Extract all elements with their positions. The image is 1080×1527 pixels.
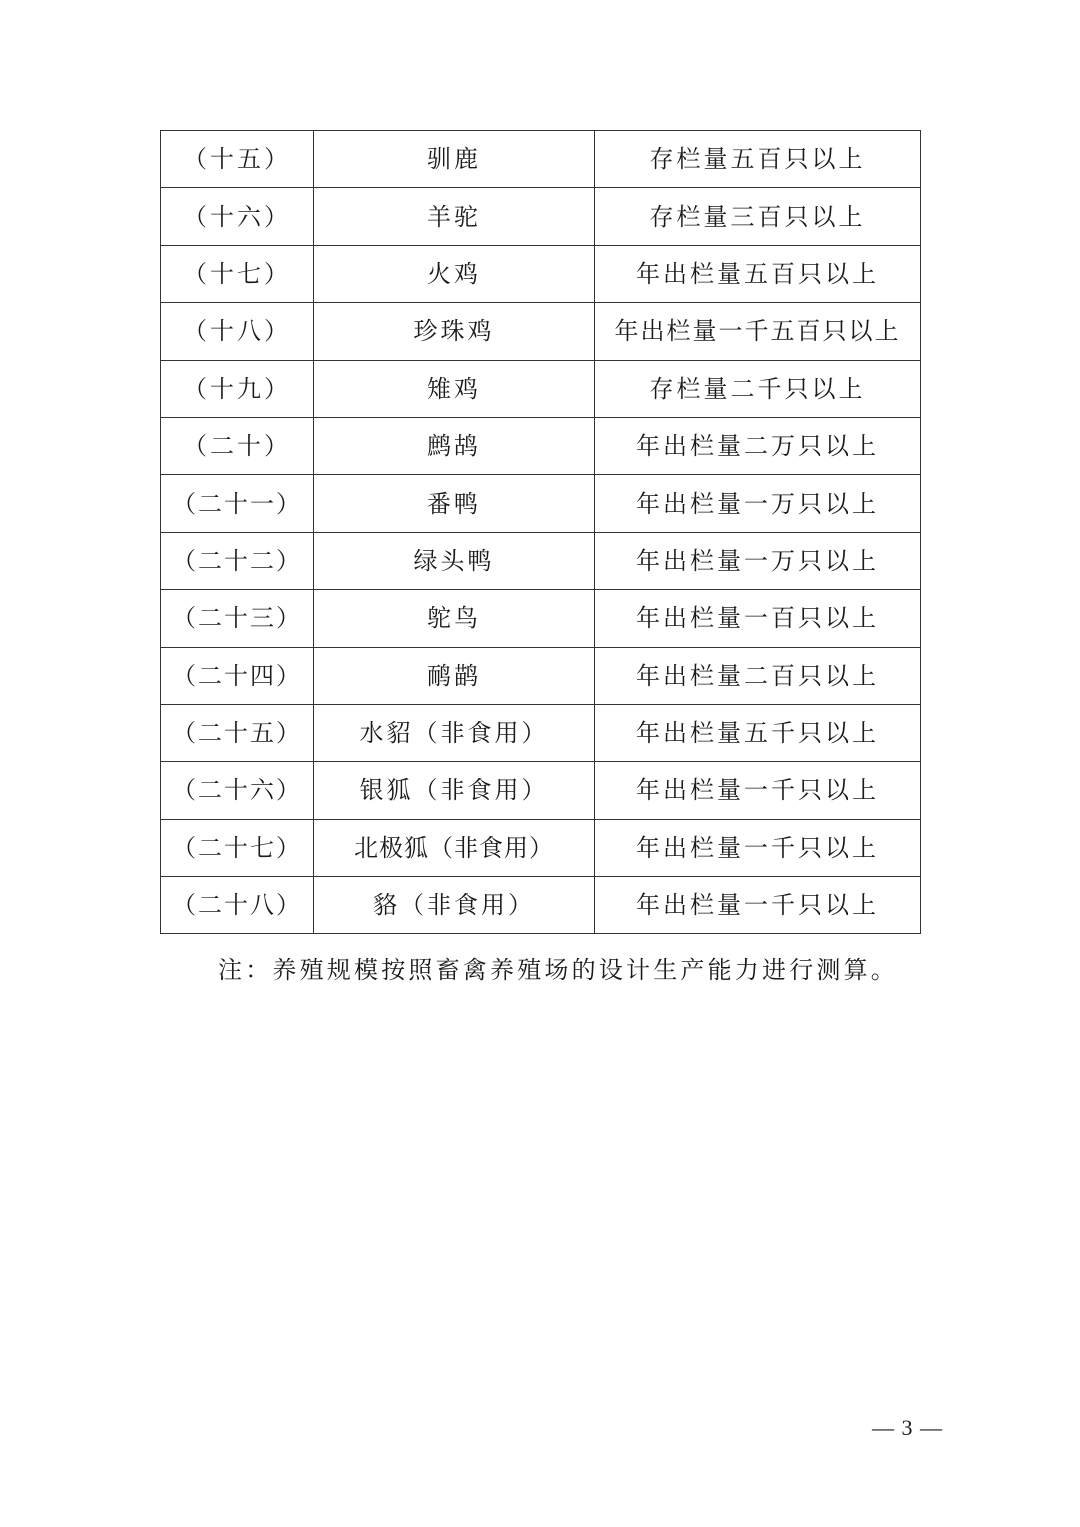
row-index: （十八） [161, 303, 314, 360]
animal-name: 驯鹿 [314, 131, 595, 188]
row-index: （二十四） [161, 647, 314, 704]
breeding-scale: 存栏量五百只以上 [595, 131, 921, 188]
animal-name: 鸵鸟 [314, 590, 595, 647]
animal-name: 鹧鸪 [314, 417, 595, 474]
breeding-scale-table [160, 130, 921, 934]
row-index: （二十五） [161, 704, 314, 761]
table-row [161, 762, 921, 819]
animal-name: 羊驼 [314, 188, 595, 245]
breeding-scale: 年出栏量二百只以上 [595, 647, 921, 704]
table-row [161, 877, 921, 934]
animal-name: 貉（非食用） [314, 877, 595, 934]
breeding-scale: 存栏量三百只以上 [595, 188, 921, 245]
table-row [161, 303, 921, 360]
table-row [161, 819, 921, 876]
animal-name: 雉鸡 [314, 360, 595, 417]
table-row [161, 417, 921, 474]
page-number: — 3 — [872, 1415, 943, 1440]
row-index: （二十六） [161, 762, 314, 819]
animal-name: 银狐（非食用） [314, 762, 595, 819]
breeding-scale: 年出栏量一千五百只以上 [595, 303, 921, 360]
table-row [161, 590, 921, 647]
breeding-scale: 存栏量二千只以上 [595, 360, 921, 417]
breeding-scale: 年出栏量二万只以上 [595, 417, 921, 474]
table-row [161, 360, 921, 417]
table-row [161, 475, 921, 532]
breeding-scale: 年出栏量一百只以上 [595, 590, 921, 647]
row-index: （二十二） [161, 532, 314, 589]
row-index: （十九） [161, 360, 314, 417]
breeding-scale: 年出栏量一万只以上 [595, 475, 921, 532]
row-index: （二十七） [161, 819, 314, 876]
animal-name: 鸸鹋 [314, 647, 595, 704]
animal-name: 北极狐（非食用） [314, 819, 595, 876]
row-index: （二十八） [161, 877, 314, 934]
table-row [161, 188, 921, 245]
breeding-scale: 年出栏量五千只以上 [595, 704, 921, 761]
animal-name: 番鸭 [314, 475, 595, 532]
table-row [161, 245, 921, 302]
animal-name: 火鸡 [314, 245, 595, 302]
breeding-scale: 年出栏量一千只以上 [595, 877, 921, 934]
animal-name: 珍珠鸡 [314, 303, 595, 360]
row-index: （二十三） [161, 590, 314, 647]
table-row [161, 647, 921, 704]
breeding-scale: 年出栏量一万只以上 [595, 532, 921, 589]
table-row [161, 131, 921, 188]
animal-name: 绿头鸭 [314, 532, 595, 589]
table-note: 注：养殖规模按照畜禽养殖场的设计生产能力进行测算。 [218, 956, 898, 984]
breeding-scale: 年出栏量一千只以上 [595, 762, 921, 819]
animal-name: 水貂（非食用） [314, 704, 595, 761]
row-index: （二十一） [161, 475, 314, 532]
table-row [161, 532, 921, 589]
row-index: （二十） [161, 417, 314, 474]
row-index: （十六） [161, 188, 314, 245]
row-index: （十五） [161, 131, 314, 188]
breeding-scale: 年出栏量五百只以上 [595, 245, 921, 302]
row-index: （十七） [161, 245, 314, 302]
table-row [161, 704, 921, 761]
breeding-scale: 年出栏量一千只以上 [595, 819, 921, 876]
